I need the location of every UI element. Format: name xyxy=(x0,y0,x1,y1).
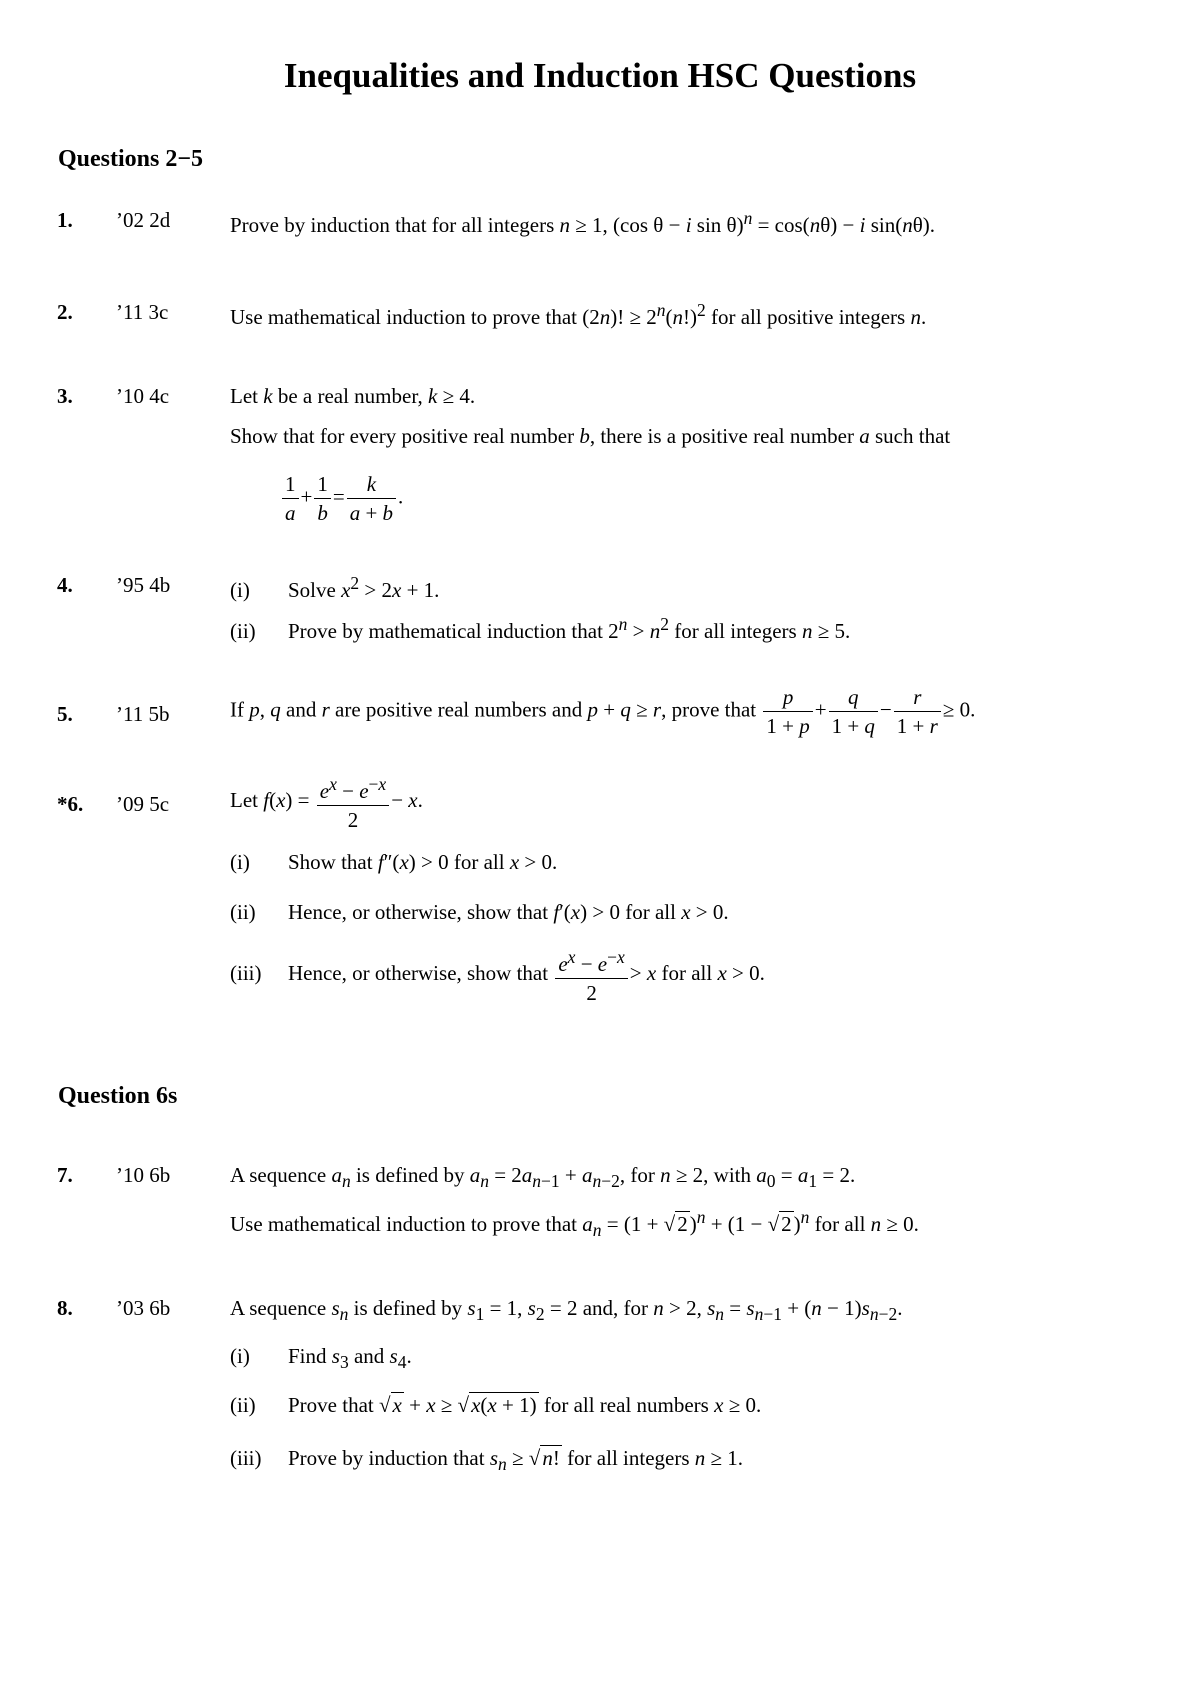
q8-iii-text: Prove by induction that xyxy=(288,1446,485,1470)
q3-line2c: such that xyxy=(875,424,951,448)
q7-line2b: for all xyxy=(814,1212,866,1236)
question-8-part-iii: (iii) Prove by induction that $s_n \ge √n$! for all integers n ≥ 1. xyxy=(230,1446,744,1475)
question-ref-4: ’95 4b xyxy=(116,573,171,597)
question-ref-8: ’03 6b xyxy=(116,1296,171,1320)
q7-line1b: is defined by xyxy=(355,1163,465,1187)
q3-line2a: Show that for every positive real number xyxy=(230,424,575,448)
q4-i-text: Solve xyxy=(288,578,336,602)
question-ref-3: ’10 4c xyxy=(116,384,170,408)
question-8-line-1: A sequence $s_n$ is defined by $s_1 = 1$, $s_2 = 2$ and, for n > 2, $s_n = s_{n-1} + (n - 1)s_{n-2}$. xyxy=(230,1296,903,1325)
q3-line1b: be a real number, xyxy=(277,384,423,408)
question-3-line-1: Let k be a real number, k ≥ 4. xyxy=(230,384,476,408)
q2-prompt: Use mathematical induction to prove that xyxy=(230,305,577,329)
q8-i-and: and xyxy=(353,1344,385,1368)
question-number-2: 2. xyxy=(57,300,73,324)
question-8-part-i: (i) Find $s_3$ and $s_4$. xyxy=(230,1344,412,1373)
question-number-5: 5. xyxy=(57,702,73,726)
question-number-6: *6. xyxy=(57,792,84,816)
question-4-part-ii: (ii) Prove by mathematical induction that $2^n > n^2$ for all integers n ≥ 5. xyxy=(230,614,851,643)
question-number-8: 8. xyxy=(57,1296,73,1320)
question-1-text: Prove by induction that for all integers n ≥ 1, (cos θ − i sin θ)$^n$ = cos(nθ) − i sin(nθ). xyxy=(230,208,935,237)
question-ref-5: ’11 5b xyxy=(116,702,170,726)
question-number-3: 3. xyxy=(57,384,73,408)
q6-i-label: (i) xyxy=(230,850,250,874)
question-number-7: 7. xyxy=(57,1163,73,1187)
q3-line1a: Let xyxy=(230,384,258,408)
q5-text-c: are positive real numbers and xyxy=(335,697,583,722)
question-2-text: Use mathematical induction to prove that (2n)! ≥ $2^n(n!)^2$ for all positive integers n. xyxy=(230,300,927,329)
q8-i-label: (i) xyxy=(230,1344,250,1368)
q6-i-text: Show that xyxy=(288,850,373,874)
question-6-part-i: (i) Show that f″(x) > 0 for all x > 0. xyxy=(230,850,558,874)
q1-prompt: Prove by induction that for all integers xyxy=(230,213,555,237)
question-6-intro: Let f(x) = $\frac{e^x - e^{-x}}{2}$ − x. xyxy=(230,770,423,834)
q8-i-text: Find xyxy=(288,1344,327,1368)
question-3-line-2: Show that for every positive real number b, there is a positive real number a such that xyxy=(230,424,951,448)
q4-ii-text: Prove by mathematical induction that xyxy=(288,619,603,643)
q3-line2b: , there is a positive real number xyxy=(589,424,854,448)
q8-ii-tail: for all real numbers xyxy=(543,1393,709,1417)
question-4-part-i: (i) Solve $x^2 > 2x + 1$. xyxy=(230,573,440,602)
question-ref-2: ’11 3c xyxy=(116,300,169,324)
q6-ii-text: Hence, or otherwise, show that xyxy=(288,900,549,924)
q4-ii-label: (ii) xyxy=(230,619,256,643)
question-3-equation: $\frac{1}{a}$ + $\frac{1}{b}$ = $\frac{k}{a + b}$ . xyxy=(280,470,403,527)
question-5-text: If p, q and r are positive real numbers and p + q ≥ r, prove that $\frac{p}{1 + p}$ + $\frac{q}{1 + q}$ − $\frac{r}{1 + r}$ ≥ 0. xyxy=(230,685,976,738)
q2-tail: for all positive integers xyxy=(711,305,906,329)
q6-i-forall: for all xyxy=(453,850,505,874)
q8-line1b: is defined by xyxy=(353,1296,463,1320)
q8-ii-label: (ii) xyxy=(230,1393,256,1417)
question-ref-6: ’09 5c xyxy=(116,792,170,816)
question-6-part-ii: (ii) Hence, or otherwise, show that f′(x) > 0 for all x > 0. xyxy=(230,900,729,924)
question-7-line-2: Use mathematical induction to prove that $a_n = (1 + √2)^n + (1 - √2)^n$ for all n ≥ 0. xyxy=(230,1207,919,1241)
q7-line1a: A sequence xyxy=(230,1163,327,1187)
q4-ii-tail: for all integers xyxy=(674,619,797,643)
question-6-part-iii: (iii) Hence, or otherwise, show that $\frac{e^x - e^{-x}}{2}$ > x for all x > 0. xyxy=(230,943,765,1007)
q6-ii-forall: for all xyxy=(625,900,676,924)
question-ref-1: ’02 2d xyxy=(116,208,171,232)
q8-iii-label: (iii) xyxy=(230,1446,262,1470)
section-heading-question-6s: Question 6s xyxy=(58,1083,178,1109)
page-title: Inequalities and Induction HSC Questions xyxy=(283,56,917,95)
question-8-part-ii: (ii) Prove that √x + x ≥ √x(x + 1) for all real numbers x ≥ 0. xyxy=(230,1393,762,1417)
q6-iii-label: (iii) xyxy=(230,960,262,985)
question-7-line-1: A sequence $a_n$ is defined by $a_n = 2a_{n-1} + a_{n-2}$, for n ≥ 2, with $a_0 = a_1 = 2$. xyxy=(230,1163,856,1192)
q7-line2a: Use mathematical induction to prove that xyxy=(230,1212,577,1236)
q4-i-label: (i) xyxy=(230,578,250,602)
q8-ii-text: Prove that xyxy=(288,1393,374,1417)
question-ref-7: ’10 6b xyxy=(116,1163,171,1187)
q5-text-d: , prove that xyxy=(661,697,757,722)
q7-line1c: , for xyxy=(619,1163,655,1187)
q6-iii-text: Hence, or otherwise, show that xyxy=(288,960,549,985)
q7-line1d: , with xyxy=(703,1163,752,1187)
q5-text-a: If xyxy=(230,697,244,722)
q6-intro: Let xyxy=(230,787,258,812)
section-heading-questions-2-5: Questions 2−5 xyxy=(58,146,204,172)
question-number-1: 1. xyxy=(57,208,73,232)
q8-line1c: and, for xyxy=(582,1296,649,1320)
q8-iii-tail: for all integers xyxy=(567,1446,690,1470)
q6-iii-forall: for all xyxy=(661,960,713,985)
question-number-4: 4. xyxy=(57,573,73,597)
q8-line1a: A sequence xyxy=(230,1296,327,1320)
q5-text-b: and xyxy=(286,697,317,722)
q6-ii-label: (ii) xyxy=(230,900,256,924)
